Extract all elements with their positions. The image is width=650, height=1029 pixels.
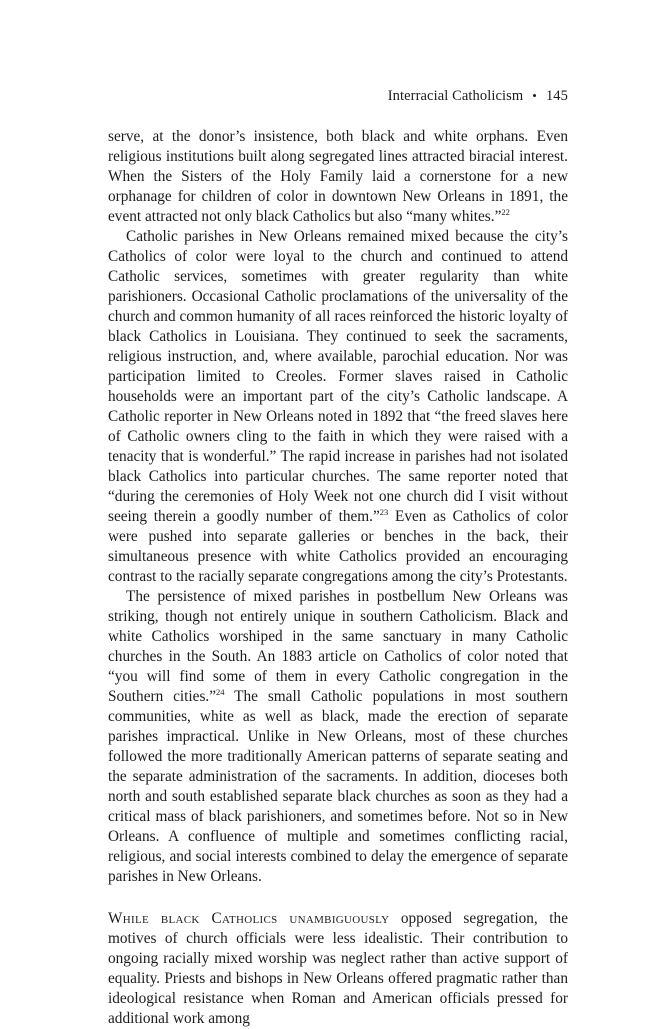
book-page: [108, 86, 568, 1029]
footnote-ref-23: 23: [379, 507, 389, 517]
paragraph-text-continued: Even as Catholics of color were pushed into separate galleries or benches in the back, their simultaneous presence with white Catholics provided an encouraging contrast to the racially separate congregations among the city’s Protestants.: [108, 508, 568, 585]
paragraph-text: opposed segregation, the motives of church officials were less idealistic. Their contribution to ongoing racially mixed worship was neglect rather than active support of equality. Priests and bishops in New Orleans offered pragmatic rather than ideological resistance when Roman and American officials pressed for additional work among: [108, 910, 568, 1027]
footnote-ref-22: 22: [501, 207, 510, 217]
header-separator: •: [532, 88, 537, 103]
paragraph-text: serve, at the donor’s insistence, both black and white orphans. Even religious institutions built along segregated lines attracted biracial interest. When the Sisters of the Holy Family laid a cornerstone for a new orphanage for children of color in downtown New Orleans in 1891, the event attracted not only black Catholics but also “many whites.”: [108, 128, 568, 225]
paragraph-new-section: [108, 909, 568, 1029]
paragraph-catholic-parishes: [108, 227, 568, 587]
paragraph-text-continued: The small Catholic populations in most southern communities, white as well as black, made the erection of separate parishes impractical. Unlike in New Orleans, most of these churches followed the more traditionally American patterns of separate seating and the separate administration of the sacraments. In addition, dioceses both north and south established separate black churches as soon as they had a critical mass of black parishioners, and sometimes before. Not so in New Orleans. A confluence of multiple and sometimes conflicting racial, religious, and social interests combined to delay the emergence of separate parishes in New Orleans.: [108, 688, 568, 885]
paragraph-text: The persistence of mixed parishes in postbellum New Orleans was striking, though not entirely unique in southern Catholicism. Black and white Catholics worshiped in the same sanctuary in many Catholic churches in the South. An 1883 article on Catholics of color noted that “you will find some of them in every Catholic congregation in the Southern cities.”: [108, 588, 568, 705]
page-number: 145: [545, 88, 568, 104]
footnote-ref-24: 24: [216, 687, 225, 697]
paragraph-continued: [108, 127, 568, 227]
section-break: [108, 887, 568, 909]
running-header: [108, 86, 568, 106]
paragraph-persistence: [108, 587, 568, 887]
paragraph-text: Catholic parishes in New Orleans remained mixed because the city’s Catholics of color were loyal to the church and continued to attend Catholic services, sometimes with greater regularity than white parishioners. Occasional Catholic proclamations of the universality of the church and common humanity of all races reinforced the historic loyalty of black Catholics in Louisiana. They continued to seek the sacraments, religious instruction, and, where available, parochial education. Nor was participation limited to Creoles. Former slaves raised in Catholic households were an important part of the city’s Catholic landscape. A Catholic reporter in New Orleans noted in 1892 that “the freed slaves here of Catholic owners cling to the faith in which they were raised with a tenacity that is wonderful.” The rapid increase in parishes had not isolated black Catholics into particular churches. The same reporter noted that “during the ceremonies of Holy Week not one church did I visit without seeing therein a goodly number of them.”: [108, 228, 568, 525]
section-lead-in: While black Catholics unambiguously: [108, 910, 390, 927]
running-title: Interracial Catholicism: [387, 88, 524, 104]
